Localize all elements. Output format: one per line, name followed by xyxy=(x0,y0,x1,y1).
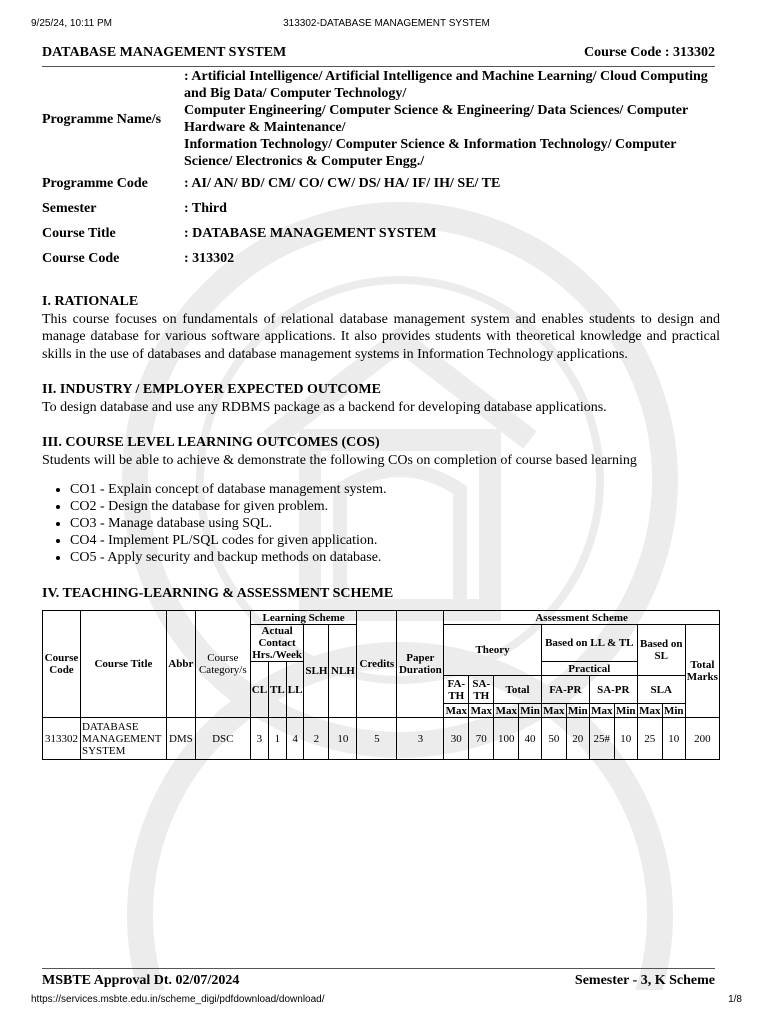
scheme-table xyxy=(42,610,720,760)
info-line: Information Technology/ Computer Science & Information Technology/ Computer xyxy=(184,137,677,152)
th-nlh: NLH xyxy=(329,625,357,718)
th-based-sl: Based on SL xyxy=(637,625,685,676)
info-line: and Big Data/ Computer Technology/ xyxy=(184,86,407,101)
section-rationale xyxy=(42,293,720,363)
info-row-course-code xyxy=(42,250,728,267)
cell-sla-min: 10 xyxy=(662,718,685,760)
info-line: Computer Engineering/ Computer Science & Engineering/ Data Sciences/ Computer xyxy=(184,103,689,118)
th-fa-pr: FA-PR xyxy=(541,676,589,704)
th-course-code: Course Code xyxy=(43,611,81,718)
list-item: • CO3 - Manage database using SQL. xyxy=(70,515,720,532)
cell-sa-pr-max: 25# xyxy=(589,718,614,760)
th-max: Max xyxy=(470,704,492,717)
info-value: : Third xyxy=(184,201,227,216)
document-footer xyxy=(42,968,715,989)
th-course-title: Course Title xyxy=(80,611,166,718)
cell-total-min: 40 xyxy=(519,718,542,760)
list-item: • CO1 - Explain concept of database management system. xyxy=(70,481,720,498)
cell-nlh: 10 xyxy=(329,718,357,760)
th-based-ll-tl: Based on LL & TL xyxy=(541,625,637,662)
th-min: Min xyxy=(568,704,588,717)
th-total-marks: Total Marks xyxy=(685,625,719,718)
th-assessment-scheme: Assessment Scheme xyxy=(444,611,720,625)
list-item: • CO2 - Design the database for given problem. xyxy=(70,498,720,515)
cos-list xyxy=(42,481,720,566)
th-min: Min xyxy=(520,704,540,717)
section-course-outcomes xyxy=(42,434,720,566)
cell-tl: 1 xyxy=(269,718,287,760)
info-label: Course Code xyxy=(42,251,120,266)
cell-fa-pr-min: 20 xyxy=(566,718,589,760)
info-value xyxy=(184,68,728,170)
print-datetime: 9/25/24, 10:11 PM xyxy=(31,18,112,29)
semester-scheme: Semester - 3, K Scheme xyxy=(574,973,715,988)
th-paper-duration: Paper Duration xyxy=(397,611,444,718)
th-max: Max xyxy=(639,704,661,717)
cell-total-max: 100 xyxy=(494,718,519,760)
list-item: • CO4 - Implement PL/SQL codes for given application. xyxy=(70,532,720,549)
section-heading: II. INDUSTRY / EMPLOYER EXPECTED OUTCOME xyxy=(42,382,381,397)
info-label: Semester xyxy=(42,201,97,216)
info-line: Hardware & Maintenance/ xyxy=(184,120,346,135)
info-row-programme-names xyxy=(42,68,728,170)
cell-sa-th-max: 70 xyxy=(469,718,494,760)
print-title: 313302-DATABASE MANAGEMENT SYSTEM xyxy=(283,18,490,29)
cell-abbr: DMS xyxy=(166,718,195,760)
th-max: Max xyxy=(543,704,565,717)
th-theory: Theory xyxy=(444,625,542,676)
section-heading: I. RATIONALE xyxy=(42,294,139,309)
th-sa-th: SA-TH xyxy=(469,676,494,704)
print-url: https://services.msbte.edu.in/scheme_digi/pdfdownload/download/ xyxy=(31,994,325,1005)
th-min: Min xyxy=(615,704,636,717)
th-actual-contact: Actual Contact Hrs./Week xyxy=(252,625,302,661)
document-title: DATABASE MANAGEMENT SYSTEM xyxy=(42,45,287,60)
th-max: Max xyxy=(445,704,467,717)
info-label: Course Title xyxy=(42,226,116,241)
info-row-semester xyxy=(42,200,728,217)
th-fa-th: FA-TH xyxy=(444,676,469,704)
cell-paper-duration: 3 xyxy=(397,718,444,760)
section-industry-outcome xyxy=(42,381,720,416)
cell-total-marks: 200 xyxy=(685,718,719,760)
cell-title: DATABASE MANAGEMENT SYSTEM xyxy=(80,718,166,760)
cell-category: DSC xyxy=(195,718,250,760)
cell-sa-pr-min: 10 xyxy=(614,718,637,760)
info-label: Programme Name/s xyxy=(42,111,162,127)
cell-cl: 3 xyxy=(250,718,268,760)
th-sla: SLA xyxy=(637,676,685,704)
info-row-course-title xyxy=(42,225,728,242)
th-practical: Practical xyxy=(541,662,637,676)
cell-slh: 2 xyxy=(304,718,329,760)
cell-ll: 4 xyxy=(286,718,304,760)
course-code-header: Course Code : 313302 xyxy=(583,45,715,60)
th-max: Max xyxy=(495,704,517,717)
info-value: : 313302 xyxy=(184,251,235,266)
approval-date: MSBTE Approval Dt. 02/07/2024 xyxy=(42,973,240,988)
programme-info xyxy=(42,68,728,267)
cos-intro: Students will be able to achieve & demonstrate the following COs on completion of course based learning xyxy=(42,452,637,468)
th-tl: TL xyxy=(269,662,287,718)
info-row-programme-code xyxy=(42,175,728,192)
info-label: Programme Code xyxy=(42,176,148,191)
info-line: Science/ Electronics & Computer Engg./ xyxy=(184,154,425,169)
th-credits: Credits xyxy=(357,611,397,718)
table-row xyxy=(43,718,720,760)
info-line: : Artificial Intelligence/ Artificial Intelligence and Machine Learning/ Cloud Computing xyxy=(184,69,708,84)
rationale-text: This course focuses on fundamentals of relational database management system and enables students to design and manage database for various software applications. It also provides students with theoretical knowledge and practical skills in the use of databases and database management systems in Information Technology applications. xyxy=(42,311,720,362)
th-learning-scheme: Learning Scheme xyxy=(250,611,357,625)
list-item: • CO5 - Apply security and backup methods on database. xyxy=(70,549,720,566)
section-heading: IV. TEACHING-LEARNING & ASSESSMENT SCHEME xyxy=(42,586,394,601)
page-number: 1/8 xyxy=(728,994,742,1005)
th-abbr: Abbr xyxy=(166,611,195,718)
cell-code: 313302 xyxy=(43,718,81,760)
print-header xyxy=(31,18,742,32)
th-max: Max xyxy=(591,704,613,717)
cell-fa-pr-max: 50 xyxy=(541,718,566,760)
cell-credits: 5 xyxy=(357,718,397,760)
info-value: : AI/ AN/ BD/ CM/ CO/ CW/ DS/ HA/ IF/ IH/ SE/ TE xyxy=(184,176,501,191)
th-min: Min xyxy=(663,704,684,717)
section-heading: III. COURSE LEVEL LEARNING OUTCOMES (COS) xyxy=(42,435,380,450)
th-sa-pr: SA-PR xyxy=(589,676,637,704)
th-cl: CL xyxy=(250,662,268,718)
th-ll: LL xyxy=(286,662,304,718)
industry-text: To design database and use any RDBMS package as a backend for developing database applications. xyxy=(42,399,607,415)
info-value: : DATABASE MANAGEMENT SYSTEM xyxy=(184,226,437,241)
cell-fa-th-max: 30 xyxy=(444,718,469,760)
th-slh: SLH xyxy=(304,625,329,718)
section-scheme xyxy=(42,585,720,603)
cell-sla-max: 25 xyxy=(637,718,662,760)
print-footer xyxy=(31,994,742,1008)
document-header xyxy=(42,44,715,67)
th-total: Total xyxy=(494,676,542,704)
th-category: Course Category/s xyxy=(195,611,250,718)
